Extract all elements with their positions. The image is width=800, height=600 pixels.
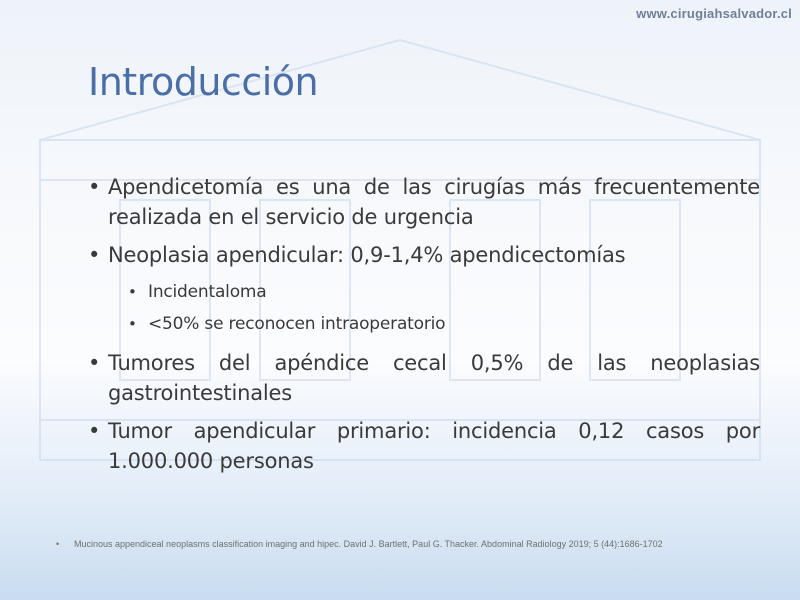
site-url: www.cirugiahsalvador.cl (636, 6, 792, 21)
bullet-item: • Neoplasia apendicular: 0,9-1,4% apendicectomías (88, 240, 760, 270)
bullet-item: • Tumor apendicular primario: incidencia 0,12 casos por 1.000.000 personas (88, 416, 760, 476)
sub-bullet-item: • <50% se reconocen intraoperatorio (88, 310, 760, 338)
slide-title: Introducción (88, 60, 319, 104)
sub-bullet-list (88, 278, 760, 338)
slide-content (88, 172, 760, 484)
footnote-bullet: • (56, 539, 60, 549)
bullet-item: • Tumores del apéndice cecal 0,5% de las neoplasias gastrointestinales (88, 348, 760, 408)
bullet-item: • Apendicetomía es una de las cirugías más frecuentemente realizada en el servicio de urgencia (88, 172, 760, 232)
footnote-text: Mucinous appendiceal neoplasms classification imaging and hipec. David J. Bartlett, Paul G. Thacker. Abdominal Radiology 2019; 5 (44):1686-1702 (74, 539, 663, 549)
sub-bullet-item: • Incidentaloma (88, 278, 760, 306)
footnote-reference (56, 539, 756, 550)
